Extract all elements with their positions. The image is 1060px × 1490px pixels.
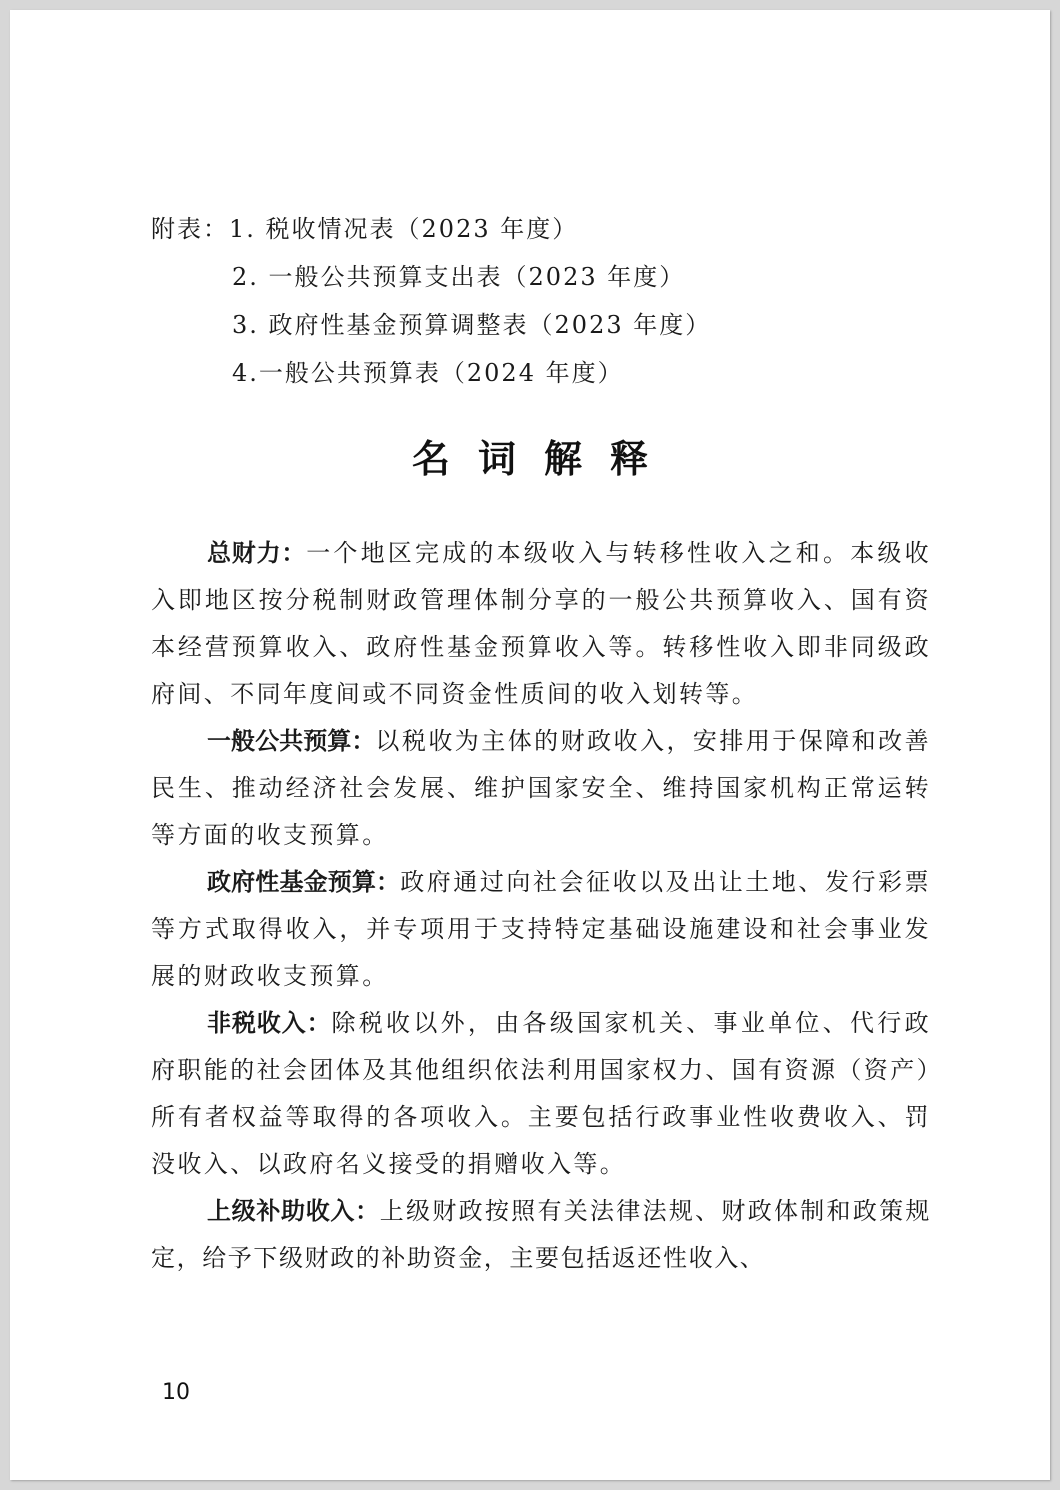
glossary-term: 总财力： — [207, 539, 307, 567]
appendix-list — [151, 205, 711, 397]
glossary-definition: 一个地区完成的本级收入与转移性收入之和。本级收入即地区按分税制财政管理体制分享的一般公共预算收入、国有资本经营预算收入、政府性基金预算收入等。转移性收入即非同级政府间、不同年度间或不同资金性质间的收入划转等。 — [151, 539, 931, 708]
glossary-entry — [151, 1188, 931, 1282]
page-number: 10 — [162, 1380, 190, 1405]
glossary-term: 一般公共预算： — [207, 727, 376, 755]
glossary-definition: 政府通过向社会征收以及出让土地、发行彩票等方式取得收入，并专项用于支持特定基础设施建设和社会事业发展的财政收支预算。 — [151, 868, 932, 990]
appendix-item-1 — [151, 205, 711, 253]
appendix-item-3 — [151, 301, 711, 349]
glossary-definition: 以税收为主体的财政收入，安排用于保障和改善民生、推动经济社会发展、维护国家安全、维持国家机构正常运转等方面的收支预算。 — [151, 727, 932, 849]
glossary-definition: 除税收以外，由各级国家机关、事业单位、代行政府职能的社会团体及其他组织依法利用国家权力、国有资源（资产）所有者权益等取得的各项收入。主要包括行政事业性收费收入、罚没收入、以政府名义接受的捐赠收入等。 — [151, 1009, 931, 1178]
glossary-entry — [151, 530, 931, 718]
glossary-term: 政府性基金预算： — [207, 868, 401, 896]
appendix-item-text: 1. 税收情况表（2023 年度） — [229, 215, 579, 243]
glossary-term: 上级补助收入： — [207, 1197, 380, 1225]
glossary-entry — [151, 1000, 931, 1188]
appendix-item-4 — [151, 349, 711, 397]
appendix-label: 附表： — [151, 215, 229, 243]
glossary — [151, 530, 931, 1282]
document-page — [10, 10, 1050, 1480]
appendix-item-text: 2. 一般公共预算支出表（2023 年度） — [232, 263, 686, 291]
appendix-item-text: 3. 政府性基金预算调整表（2023 年度） — [232, 311, 712, 339]
glossary-definition: 上级财政按照有关法律法规、财政体制和政策规定，给予下级财政的补助资金，主要包括返还性收入、 — [151, 1197, 932, 1272]
glossary-entry — [151, 718, 931, 859]
appendix-item-2 — [151, 253, 711, 301]
glossary-term: 非税收入： — [207, 1009, 332, 1037]
appendix-item-text: 4.一般公共预算表（2024 年度） — [232, 359, 624, 387]
glossary-entry — [151, 859, 931, 1000]
section-title: 名词解释 — [411, 436, 676, 481]
